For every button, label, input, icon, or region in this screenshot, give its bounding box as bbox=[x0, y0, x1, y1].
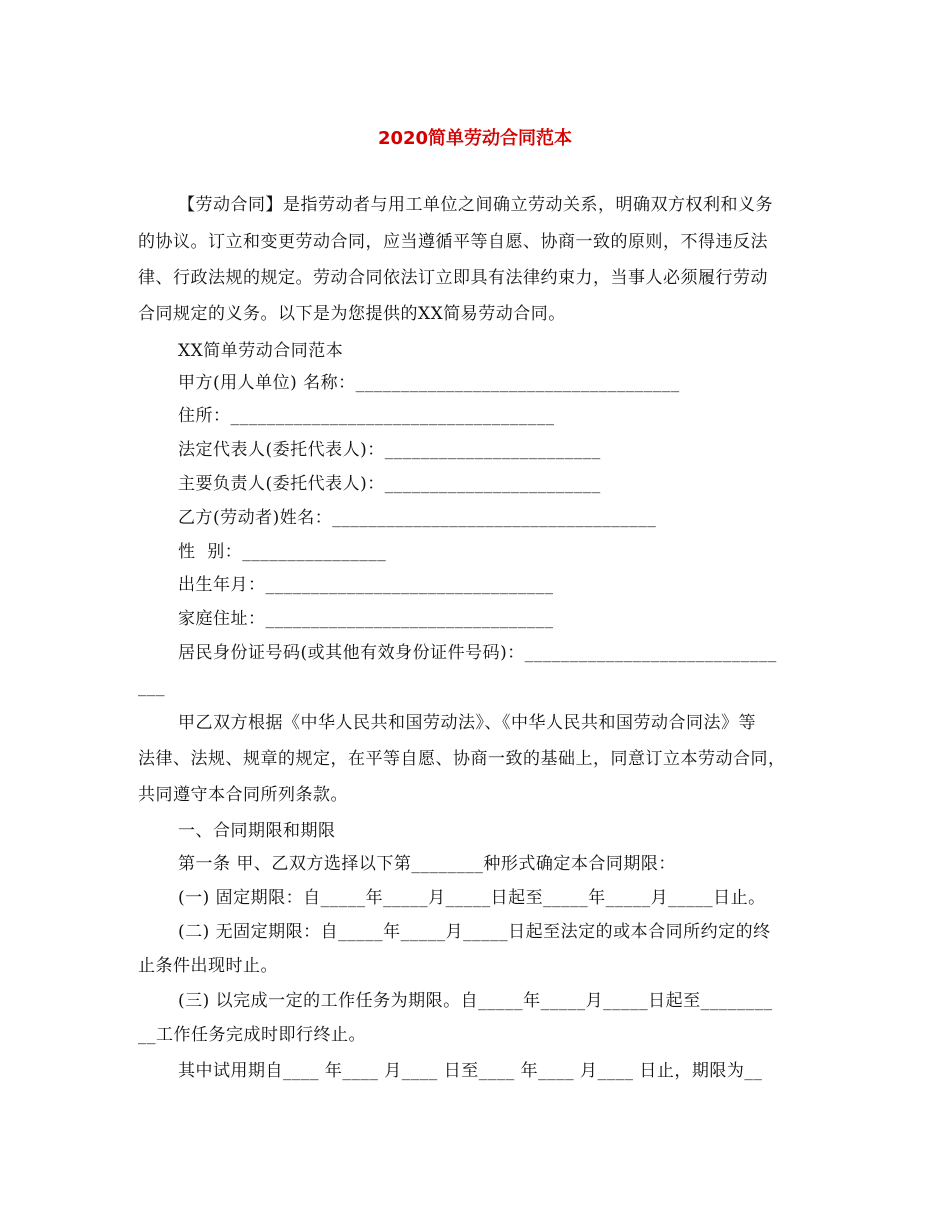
paragraph-line: 合同规定的义务。以下是为您提供的XX简易劳动合同。 bbox=[138, 304, 566, 324]
field-id-number: 居民身份证号码(或其他有效身份证件号码)：____________________________ bbox=[178, 643, 777, 663]
field-birth-date: 出生年月：________________________________ bbox=[178, 575, 554, 595]
field-principal-responsible: 主要负责人(委托代表人)：________________________ bbox=[178, 474, 601, 494]
field-employer-address: 住所：____________________________________ bbox=[178, 406, 555, 426]
article-line: (三) 以完成一定的工作任务为期限。自_____年_____月_____日起至________ bbox=[178, 991, 773, 1011]
document-title: 2020简单劳动合同范本 bbox=[377, 128, 573, 149]
section-heading: 一、合同期限和期限 bbox=[178, 821, 336, 841]
article-line: (一) 固定期限：自_____年_____月_____日起至_____年_____月_____日止。 bbox=[178, 888, 766, 908]
field-employer-name: 甲方(用人单位) 名称：____________________________________ bbox=[178, 373, 680, 393]
article-line: 止条件出现时止。 bbox=[138, 956, 278, 976]
article-line: __工作任务完成时即行终止。 bbox=[138, 1025, 366, 1045]
paragraph-line: 的协议。订立和变更劳动合同，应当遵循平等自愿、协商一致的原则，不得违反法 bbox=[138, 232, 768, 252]
field-home-address: 家庭住址：________________________________ bbox=[178, 609, 554, 629]
article-line: 其中试用期自____ 年____ 月____ 日至____ 年____ 月____ 日止，期限为__ bbox=[178, 1061, 763, 1081]
field-gender: 性 别：________________ bbox=[178, 542, 387, 562]
field-legal-representative: 法定代表人(委托代表人)：________________________ bbox=[178, 440, 601, 460]
paragraph-line: 律、行政法规的规定。劳动合同依法订立即具有法律约束力，当事人必须履行劳动 bbox=[138, 268, 768, 288]
paragraph-line: 共同遵守本合同所列条款。 bbox=[138, 785, 348, 805]
paragraph-line: 【劳动合同】是指劳动者与用工单位之间确立劳动关系，明确双方权利和义务 bbox=[178, 195, 773, 215]
field-employee-name: 乙方(劳动者)姓名：____________________________________ bbox=[178, 508, 657, 528]
paragraph-line: 法律、法规、规章的规定，在平等自愿、协商一致的基础上，同意订立本劳动合同， bbox=[138, 749, 786, 769]
article-line: 第一条 甲、乙双方选择以下第________种形式确定本合同期限： bbox=[178, 854, 676, 874]
contract-subtitle: XX简单劳动合同范本 bbox=[178, 341, 344, 361]
field-id-number-continued: ___ bbox=[138, 677, 165, 697]
article-line: (二) 无固定期限：自_____年_____月_____日起至法定的或本合同所约定的终 bbox=[178, 922, 771, 942]
paragraph-line: 甲乙双方根据《中华人民共和国劳动法》、《中华人民共和国劳动合同法》等 bbox=[178, 713, 756, 733]
